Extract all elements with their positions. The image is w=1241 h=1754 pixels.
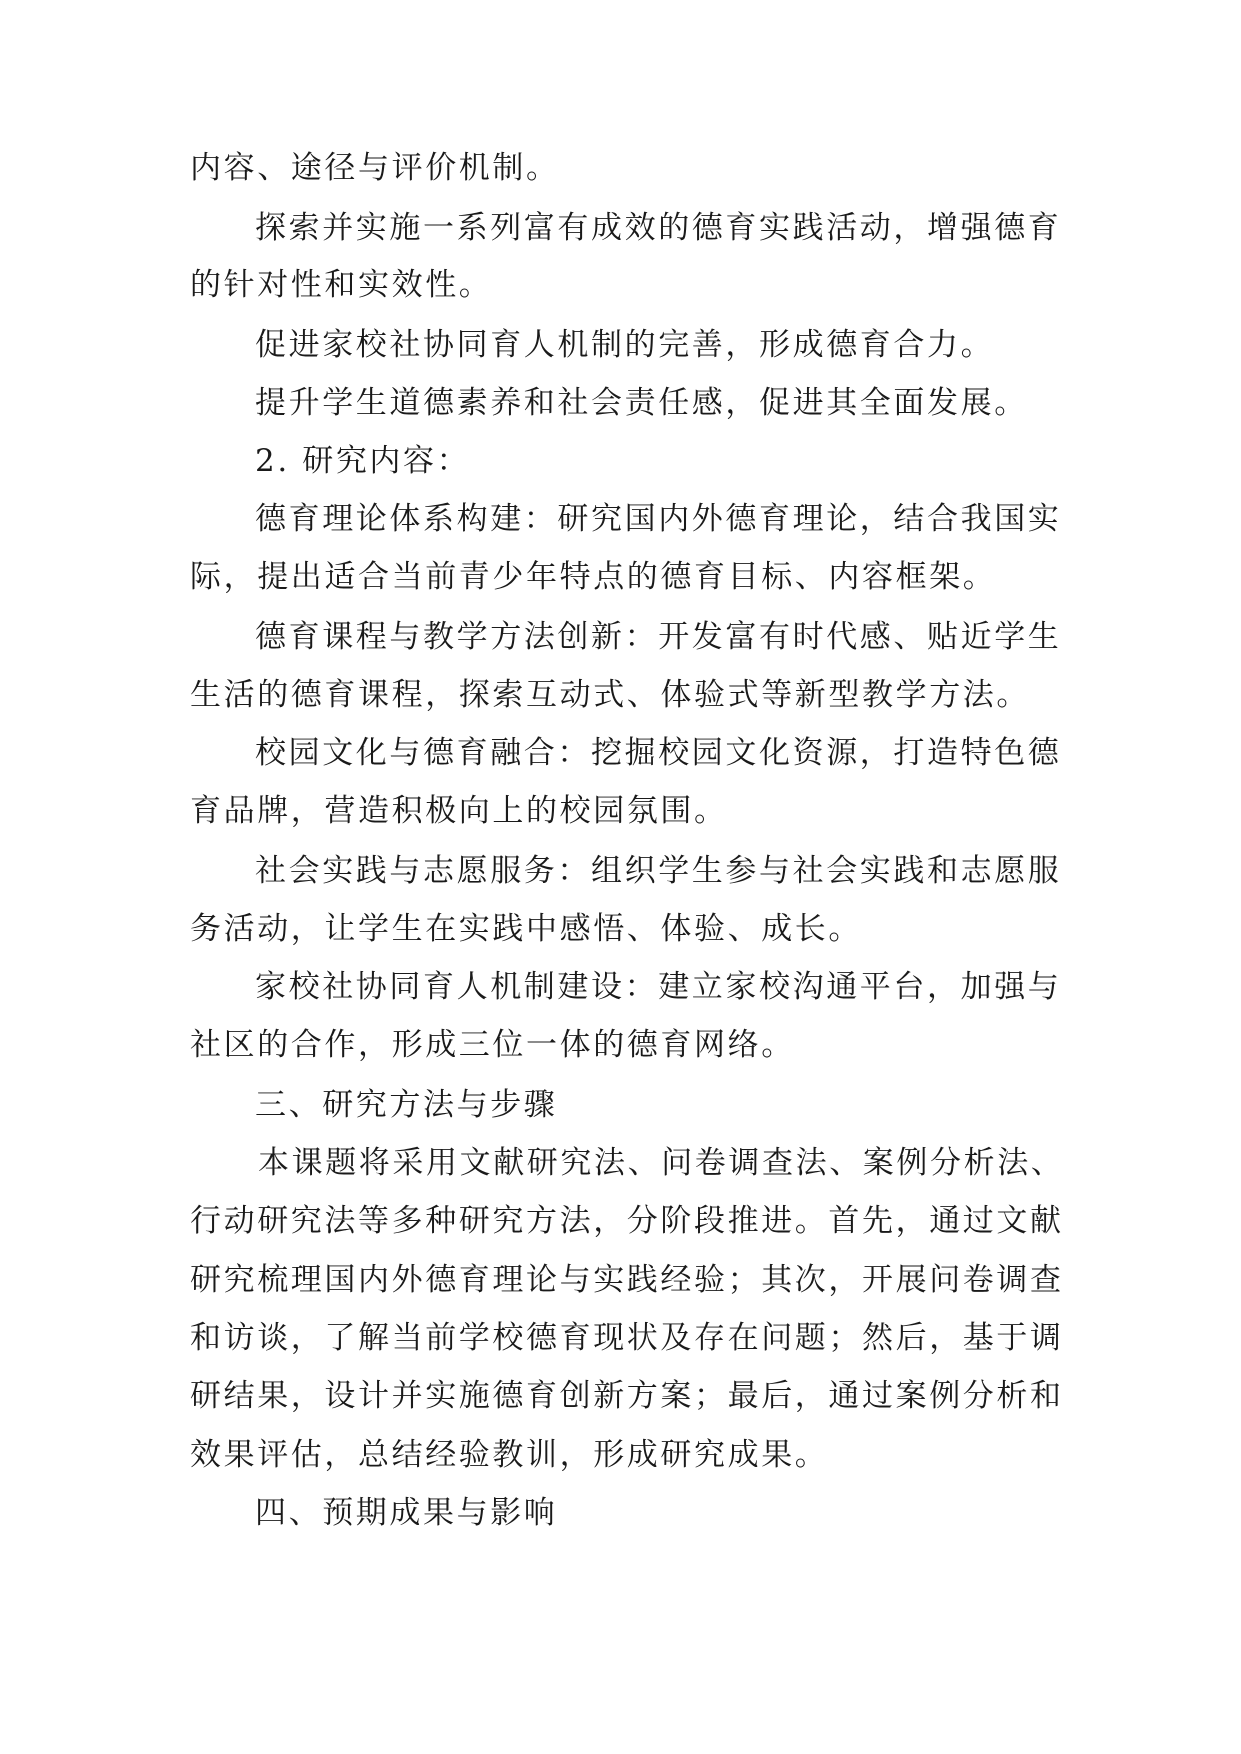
text-line: 研结果，设计并实施德育创新方案；最后，通过案例分析和 bbox=[190, 1378, 1064, 1414]
text-line: 校园文化与德育融合：挖掘校园文化资源，打造特色德 bbox=[255, 735, 1062, 771]
text-line: 效果评估，总结经验教训，形成研究成果。 bbox=[190, 1437, 829, 1473]
text-line: 提升学生道德素养和社会责任感，促进其全面发展。 bbox=[255, 385, 1028, 421]
text-line: 德育理论体系构建：研究国内外德育理论，结合我国实 bbox=[255, 501, 1062, 537]
text-line: 家校社协同育人机制建设：建立家校沟通平台，加强与 bbox=[255, 969, 1062, 1005]
text-line: 本课题将采用文献研究法、问卷调查法、案例分析法、 bbox=[258, 1145, 1065, 1181]
text-line: 社区的合作，形成三位一体的德育网络。 bbox=[190, 1027, 795, 1063]
text-line: 德育课程与教学方法创新：开发富有时代感、贴近学生 bbox=[255, 619, 1062, 655]
section-heading: 三、研究方法与步骤 bbox=[255, 1087, 558, 1123]
text-line: 研究梳理国内外德育理论与实践经验；其次，开展问卷调查 bbox=[190, 1262, 1064, 1298]
text-line: 的针对性和实效性。 bbox=[190, 267, 493, 303]
text-line: 和访谈，了解当前学校德育现状及存在问题；然后，基于调 bbox=[190, 1320, 1064, 1356]
text-line: 生活的德育课程，探索互动式、体验式等新型教学方法。 bbox=[190, 677, 1030, 713]
text-line: 探索并实施一系列富有成效的德育实践活动，增强德育 bbox=[255, 210, 1062, 246]
text-line: 促进家校社协同育人机制的完善，形成德育合力。 bbox=[255, 327, 995, 363]
section-heading: 四、预期成果与影响 bbox=[255, 1495, 558, 1531]
text-line: 际，提出适合当前青少年特点的德育目标、内容框架。 bbox=[190, 559, 997, 595]
text-line: 内容、途径与评价机制。 bbox=[190, 150, 560, 186]
text-line: 行动研究法等多种研究方法，分阶段推进。首先，通过文献 bbox=[190, 1203, 1064, 1239]
text-line: 育品牌，营造积极向上的校园氛围。 bbox=[190, 793, 728, 829]
text-line: 务活动，让学生在实践中感悟、体验、成长。 bbox=[190, 911, 862, 947]
section-subheading: 2. 研究内容： bbox=[255, 443, 471, 479]
text-line: 社会实践与志愿服务：组织学生参与社会实践和志愿服 bbox=[255, 853, 1062, 889]
